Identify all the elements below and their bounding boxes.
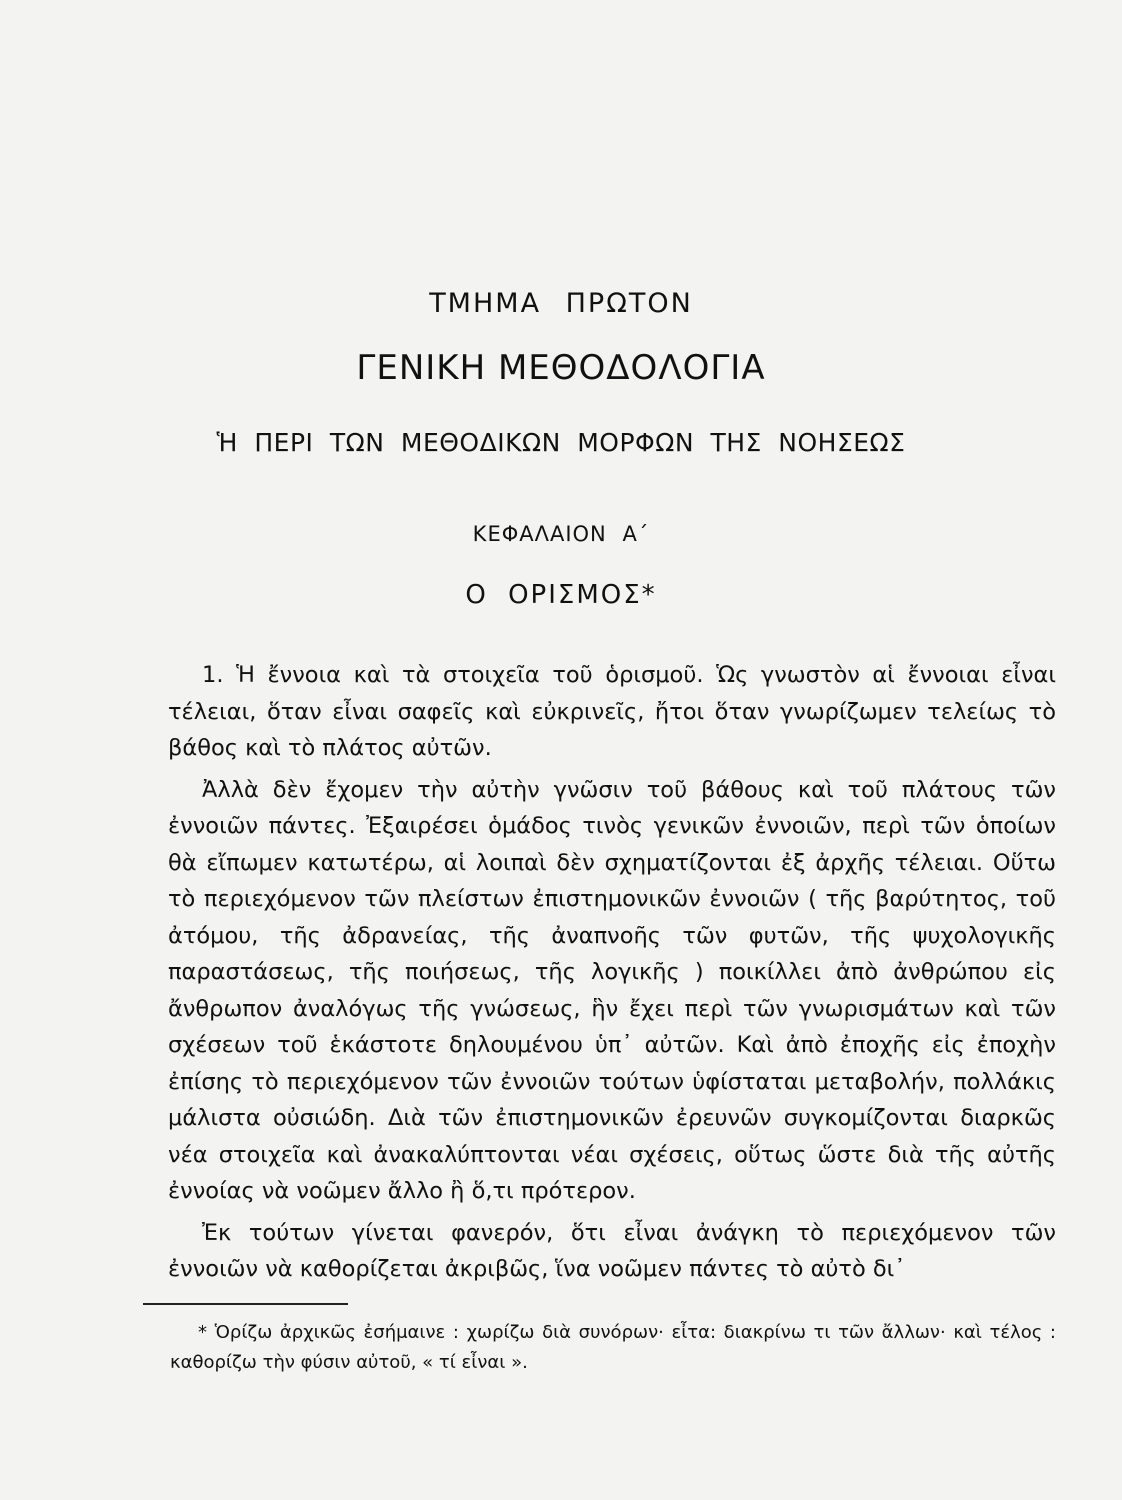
footnote-text: * Ὁρίζω ἀρχικῶς ἐσήμαινε : χωρίζω διὰ συνόρων· εἶτα: διακρίνω τι τῶν ἄλλων· καὶ τέλος : καθορίζω τὴν φύσιν αὐτοῦ, « τί εἶναι ».	[170, 1322, 1056, 1373]
section-title: ΤΜΗΜΑ ΠΡΩΤΟΝ	[429, 288, 693, 319]
paragraph-3: Ἐκ τούτων γίνεται φανερόν, ὅτι εἶναι ἀνάγκη τὸ περιεχόμενον τῶν ἐννοιῶν νὰ καθορίζεται ἀκριβῶς, ἵνα νοῶμεν πάντες τὸ αὐτὸ δι᾽	[168, 1219, 1056, 1282]
body-text	[168, 657, 1056, 1288]
chapter-heading: ΚΕΦΑΛΑΙΟΝ Α΄	[472, 522, 650, 546]
paragraph-2: Ἀλλὰ δὲν ἔχομεν τὴν αὐτὴν γνῶσιν τοῦ βάθους καὶ τοῦ πλάτους τῶν ἐννοιῶν πάντες. Ἐξαιρέσει ὁμάδος τινὸς γενικῶν ἐννοιῶν, περὶ τῶν ὁποίων θὰ εἴπωμεν κατωτέρω, αἱ λοιπαὶ δὲν σχηματίζονται ἐξ ἀρχῆς τέλειαι. Οὕτω τὸ περιεχόμενον τῶν πλείστων ἐπιστημονικῶν ἐννοιῶν ( τῆς βαρύτητος, τοῦ ἀτόμου, τῆς ἀδρανείας, τῆς ἀναπνοῆς τῶν φυτῶν, τῆς ψυχολογικῆς παραστάσεως, τῆς ποιήσεως, τῆς λογικῆς ) ποικίλλει ἀπὸ ἀνθρώπου εἰς ἄνθρωπον ἀναλόγως τῆς γνώσεως, ἣν ἔχει περὶ τῶν γνωρισμάτων καὶ τῶν σχέσεων τοῦ ἑκάστοτε δηλουμένου ὑπ᾽ αὐτῶν. Καὶ ἀπὸ ἐποχῆς εἰς ἐποχὴν ἐπίσης τὸ περιεχόμενον τῶν ἐννοιῶν τούτων ὑφίσταται μεταβολήν, πολλάκις μάλιστα οὐσιώδη. Διὰ τῶν ἐπιστημονικῶν ἐρευνῶν συγκομίζονται διαρκῶς νέα στοιχεῖα καὶ ἀνακαλύπτονται νέαι σχέσεις, οὕτως ὥστε διὰ τῆς αὐτῆς ἐννοίας νὰ νοῶμεν ἄλλο ἢ ὅ,τι πρότερον.	[168, 776, 1056, 1204]
footnote-divider	[143, 1303, 348, 1305]
subtitle: Ἡ ΠΕΡΙ ΤΩΝ ΜΕΘΟΔΙΚΩΝ ΜΟΡΦΩΝ ΤΗΣ ΝΟΗΣΕΩΣ	[216, 428, 906, 457]
footnote	[170, 1318, 1056, 1378]
paragraph-1: 1. Ἡ ἔννοια καὶ τὰ στοιχεῖα τοῦ ὁρισμοῦ. Ὡς γνωστὸν αἱ ἔννοιαι εἶναι τέλειαι, ὅταν εἶναι σαφεῖς καὶ εὐκρινεῖς, ἤτοι ὅταν γνωρίζωμεν τελείως τὸ βάθος καὶ τὸ πλάτος αὐτῶν.	[168, 662, 1056, 761]
topic-heading: Ο ΟΡΙΣΜΟΣ*	[465, 580, 657, 610]
main-title: ΓΕΝΙΚΗ ΜΕΘΟΔΟΛΟΓΙΑ	[356, 348, 766, 388]
